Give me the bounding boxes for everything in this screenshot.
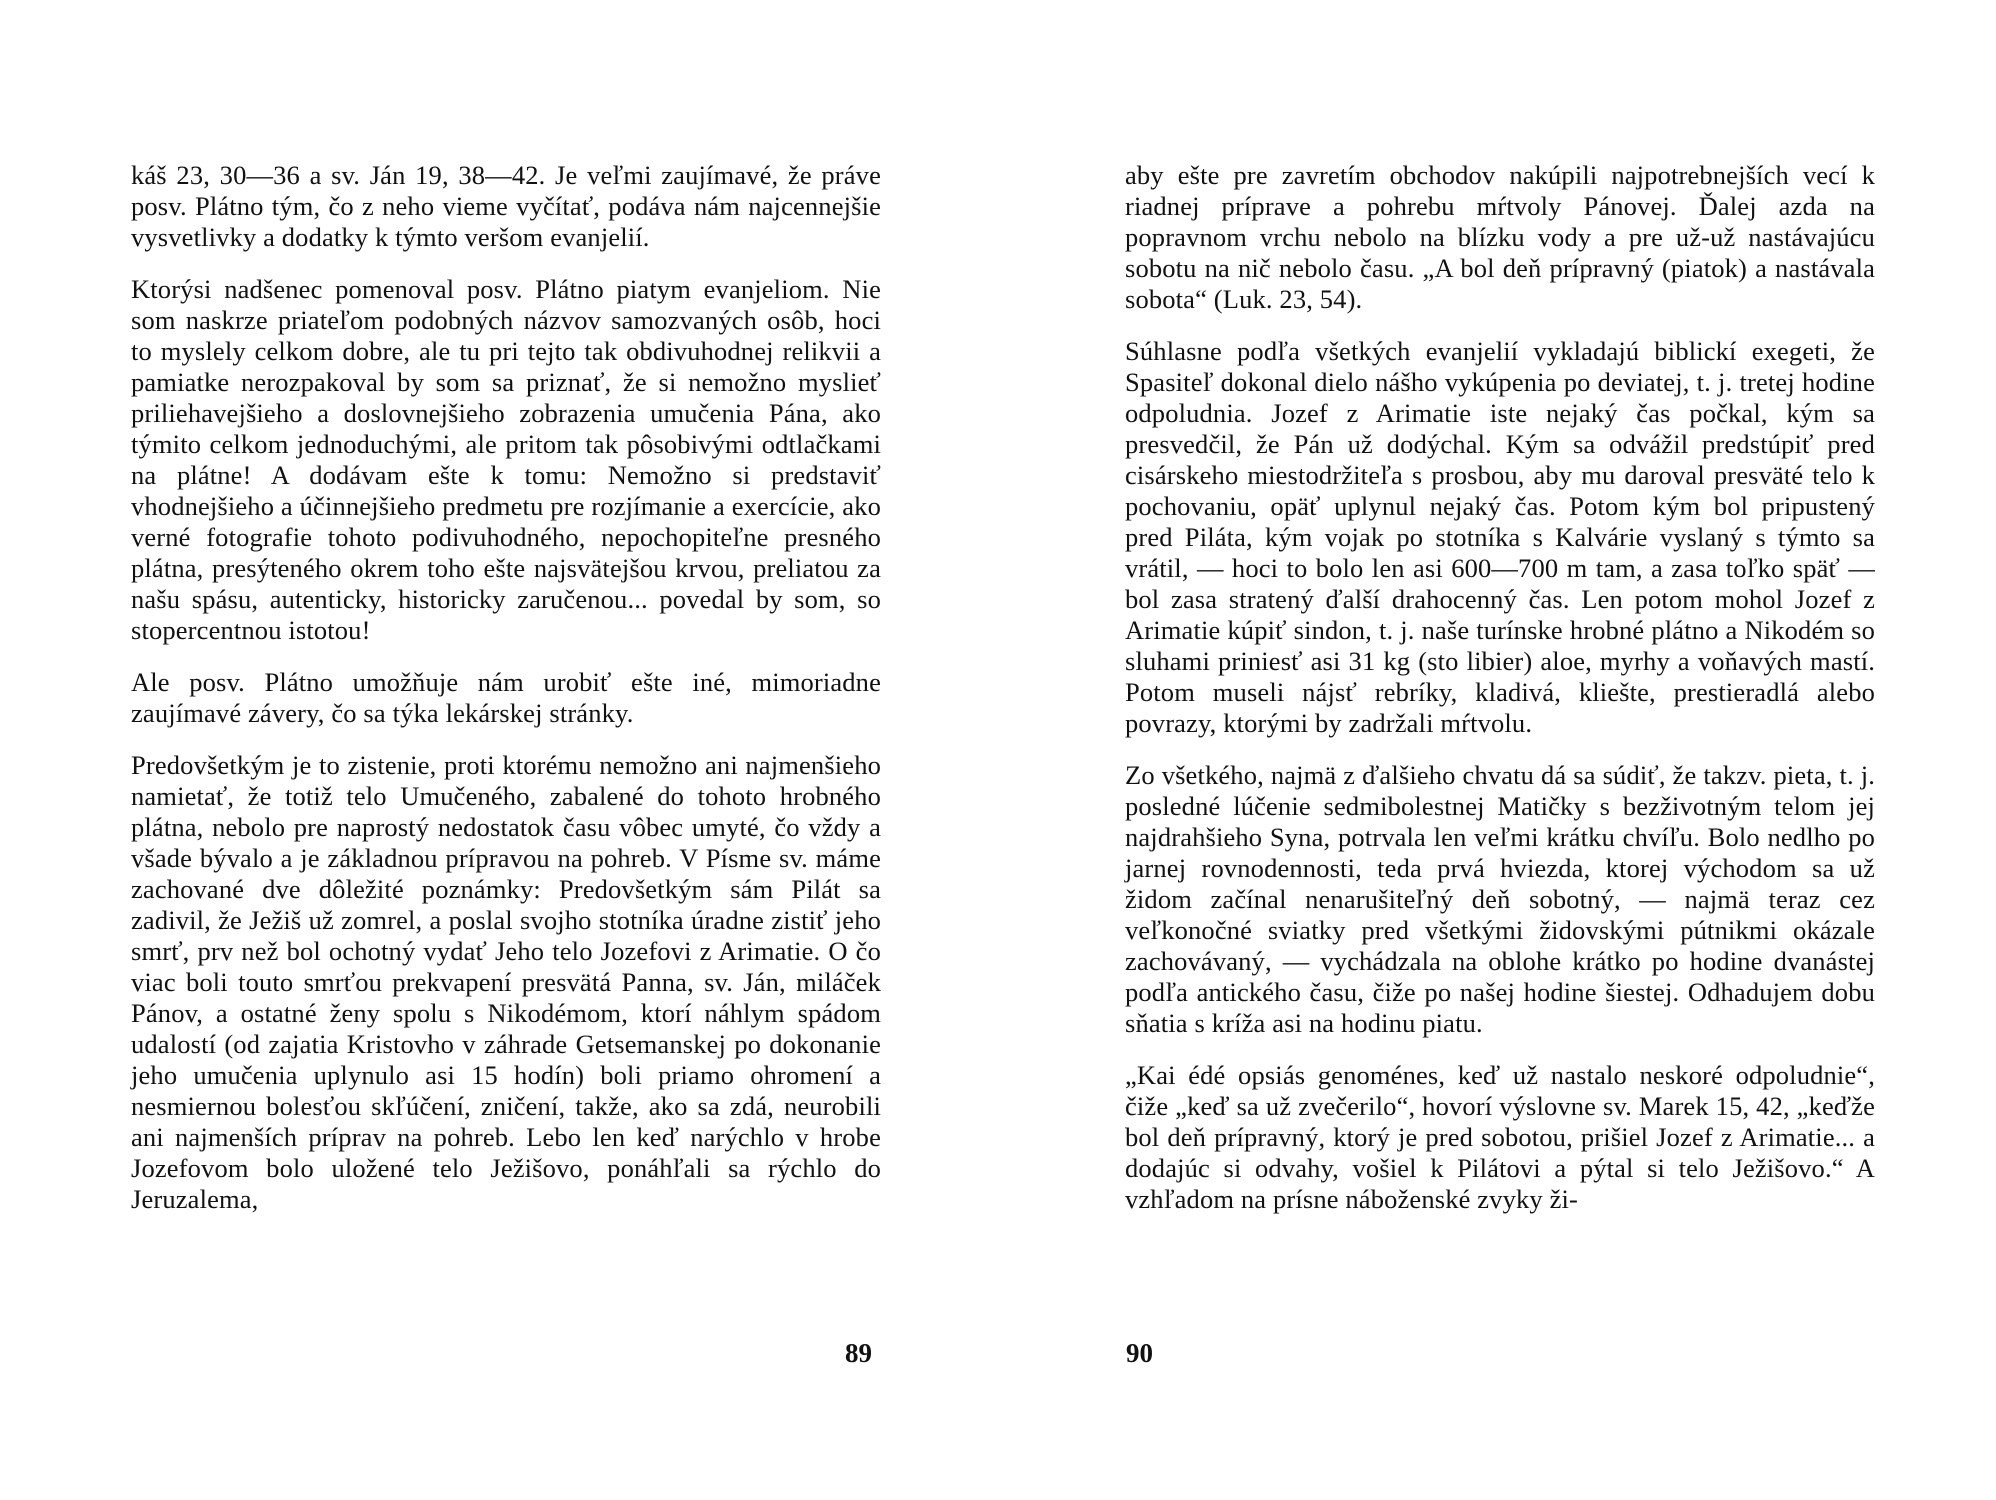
right-paragraph-2: Súhlasne podľa všetkých evanjelií vykladajú biblickí exegeti, že Spasiteľ dokonal dielo nášho vykúpenia po deviatej, t. j. tretej hodine odpoludnia. Jozef z Arimatie iste nejaký čas počkal, kým sa presvedčil, že Pán už dodýchal. Kým sa odvážil predstúpiť pred cisárskeho miestodržiteľa s prosbou, aby mu daroval presväté telo k pochovaniu, opäť uplynul nejaký čas. Potom kým bol pripustený pred Piláta, kým vojak po stotníka s Kalvárie vyslaný s týmto sa vrátil, — hoci to bolo len asi 600—700 m tam, a zasa toľko späť — bol zasa stratený ďalší drahocenný čas. Len potom mohol Jozef z Arimatie kúpiť sindon, t. j. naše turínske hrobné plátno a Nikodém so sluhami priniesť asi 31 kg (sto libier) aloe, myrhy a voňavých mastí. Potom museli nájsť rebríky, kladivá, kliešte, prestieradlá alebo povrazy, ktorými by zadržali mŕtvolu. bbox=[1125, 336, 1875, 738]
right-paragraph-4: „Kai édé opsiás genoménes, keď už nastalo neskoré odpoludnie“, čiže „keď sa už zvečerilo“, hovorí výslovne sv. Marek 15, 42, „keďže bol deň prípravný, ktorý je pred sobotou, prišiel Jozef z Arimatie... a dodajúc si odvahy, vošiel k Pilátovi a pýtal si telo Ježišovo.“ A vzhľadom na prísne náboženské zvyky ži- bbox=[1125, 1060, 1875, 1214]
left-page-number: 89 bbox=[845, 1338, 872, 1368]
right-paragraph-1: aby ešte pre zavretím obchodov nakúpili najpotrebnejších vecí k riadnej príprave a pohrebu mŕtvoly Pánovej. Ďalej azda na popravnom vrchu nebolo na blízku vody a pre už-už nastávajúcu sobotu na nič nebolo času. „A bol deň prípravný (piatok) a nastávala sobota“ (Luk. 23, 54). bbox=[1125, 160, 1875, 314]
left-page bbox=[131, 160, 881, 1236]
right-paragraph-3: Zo všetkého, najmä z ďalšieho chvatu dá sa súdiť, že takzv. pieta, t. j. posledné lúčenie sedmibolestnej Matičky s bezživotným telom jej najdrahšieho Syna, potrvala len veľmi krátku chvíľu. Bolo nedlho po jarnej rovnodennosti, teda prvá hviezda, ktorej východom sa už židom začínal nenarušiteľný deň sobotný, — najmä teraz cez veľkonočné sviatky pred všetkými židovskými pútnikmi okázale zachovávaný, — vychádzala na oblohe krátko po hodine dvanástej podľa antického času, čiže po našej hodine šiestej. Odhadujem dobu sňatia s kríža asi na hodinu piatu. bbox=[1125, 760, 1875, 1038]
left-paragraph-4: Predovšetkým je to zistenie, proti ktorému nemožno ani najmenšieho namietať, že totiž telo Umučeného, zabalené do tohoto hrobného plátna, nebolo pre naprostý nedostatok času vôbec umyté, čo vždy a všade bývalo a je základnou prípravou na pohreb. V Písme sv. máme zachované dve dôležité poznámky: Predovšetkým sám Pilát sa zadivil, že Ježiš už zomrel, a poslal svojho stotníka úradne zistiť jeho smrť, prv než bol ochotný vydať Jeho telo Jozefovi z Arimatie. O čo viac boli touto smrťou prekvapení presvätá Panna, sv. Ján, miláček Pánov, a ostatné ženy spolu s Nikodémom, ktorí náhlym spádom udalostí (od zajatia Kristovho v záhrade Getsemanskej po dokonanie jeho umučenia uplynulo asi 15 hodín) boli priamo ohromení a nesmiernou bolesťou skľúčení, zničení, takže, ako sa zdá, neurobili ani najmenších príprav na pohreb. Lebo len keď narýchlo v hrobe Jozefovom bolo uložené telo Ježišovo, ponáhľali sa rýchlo do Jeruzalema, bbox=[131, 750, 881, 1214]
right-page bbox=[1125, 160, 1875, 1236]
right-page-number: 90 bbox=[1126, 1338, 1153, 1368]
left-paragraph-1: káš 23, 30—36 a sv. Ján 19, 38—42. Je veľmi zaujímavé, že práve posv. Plátno tým, čo z neho vieme vyčítať, podáva nám najcennejšie vysvetlivky a dodatky k týmto veršom evanjelií. bbox=[131, 160, 881, 252]
left-paragraph-2: Ktorýsi nadšenec pomenoval posv. Plátno piatym evanjeliom. Nie som naskrze priateľom podobných názvov samozvaných osôb, hoci to myslely celkom dobre, ale tu pri tejto tak obdivuhodnej relikvii a pamiatke nerozpakoval by som sa priznať, že si nemožno myslieť priliehavejšieho a doslovnejšieho zobrazenia umučenia Pána, ako týmito celkom jednoduchými, ale pritom tak pôsobivými odtlačkami na plátne! A dodávam ešte k tomu: Nemožno si predstaviť vhodnejšieho a účinnejšieho predmetu pre rozjímanie a exercície, ako verné fotografie tohoto podivuhodného, nepochopiteľne presného plátna, presýteného okrem toho ešte najsvätejšou krvou, preliatou za našu spásu, autenticky, historicky zaručenou... povedal by som, so stopercentnou istotou! bbox=[131, 274, 881, 645]
left-paragraph-3: Ale posv. Plátno umožňuje nám urobiť ešte iné, mimoriadne zaujímavé závery, čo sa týka lekárskej stránky. bbox=[131, 667, 881, 728]
